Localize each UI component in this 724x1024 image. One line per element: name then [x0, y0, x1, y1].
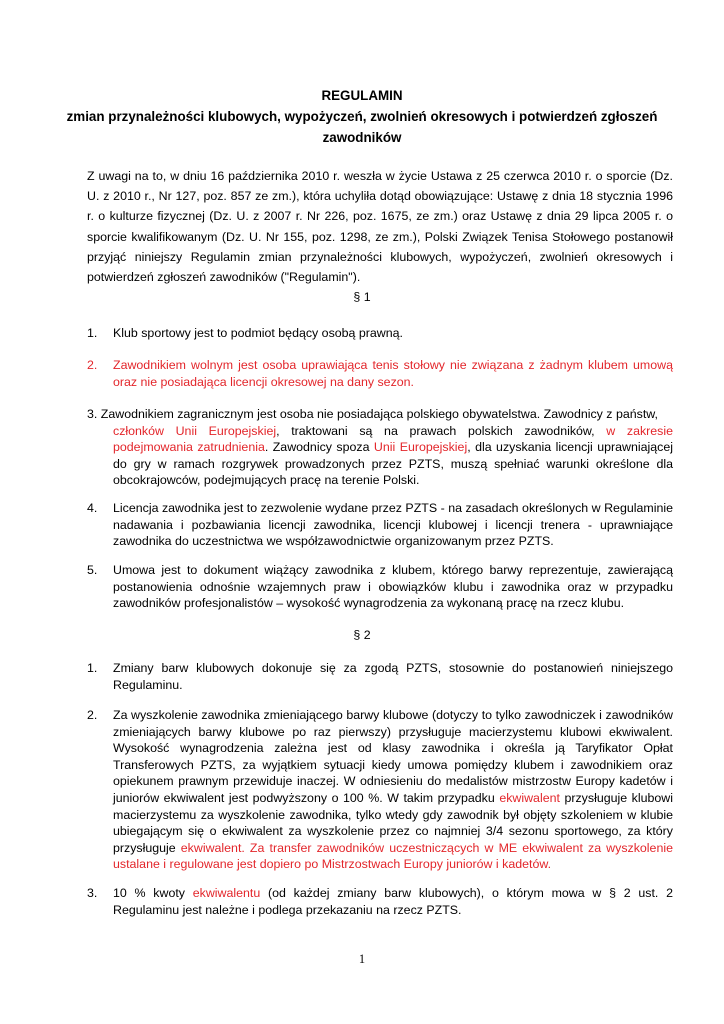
item-number: 5. — [87, 563, 98, 577]
s1-item-3: 3. Zawodnikiem zagranicznym jest osoba nie posiadająca polskiego obywatelstwa. Zawodnicy z państw, członków Unii Europejskiej, traktowani są na prawach polskich zawodników, w zakresie podejmowania zatrudnienia. Zawodnicy spoza Unii Europejskiej, dla uzyskania licencji uprawniającej do gry w ramach rozgrywek prowadzonych przez PZTS, muszą spełniać warunki określone dla obcokrajowców, podejmujących pracę na terenie Polski. — [87, 407, 674, 488]
s1-item-2 — [87, 357, 673, 390]
item-text: Zawodnikiem zagranicznym jest osoba nie posiadająca polskiego obywatelstwa. Zawodnicy z państw, — [97, 407, 658, 421]
s2-item-3: 3. 10 % kwoty ekwiwalentu (od każdej zmiany barw klubowych), o którym mowa w § 2 ust. 2 Regulaminu jest należne i podlega przekazaniu na rzecz PZTS. — [87, 886, 673, 917]
highlight-text: Unii Europejskiej — [373, 440, 468, 455]
page-number: 1 — [358, 952, 366, 966]
section-heading-2: § 2 — [353, 628, 371, 642]
section-heading-1: § 1 — [353, 290, 371, 304]
s1-item-5 — [87, 562, 673, 612]
item-number: 2. — [87, 708, 98, 722]
item-number: 1. — [87, 326, 98, 340]
intro-paragraph: Z uwagi na to, w dniu 16 października 2010 r. weszła w życie Ustawa z 25 czerwca 2010 r. o sporcie (Dz. U. z 2010 r., Nr 127, poz. 857 ze zm.), która uchyliła dotąd obowiązujące: Ustawę z dnia 18 stycznia 1996 r. o kulturze fizycznej (Dz. U. z 2007 r. Nr 226, poz. 1675, ze zm.) oraz Ustawę z dnia 29 lipca 2005 r. o sporcie kwalifikowanym (Dz. U. Nr 155, poz. 1298, ze zm.), Polski Związek Tenisa Stołowego postanowił przyjąć niniejszy Regulamin zmian przynależności klubowych, wypożyczeń, zwolnień okresowych i potwierdzeń zgłoszeń zawodników ("Regulamin"). — [87, 169, 673, 285]
document-title: REGULAMIN — [321, 88, 403, 103]
highlight-text: ekwiwalent. Za transfer zawodników uczestniczących w ME ekwiwalent za wyszkolenie ustalane i regulowane jest dopiero po Mistrzostwach Europy juniorów i kadetów. — [113, 840, 673, 872]
item-number: 4. — [87, 501, 98, 515]
document-subtitle-cont: zawodników — [322, 130, 402, 145]
item-text: Klub sportowy jest to podmiot będący osobą prawną. — [113, 326, 403, 340]
item-text: Umowa jest to dokument wiążący zawodnika z klubem, którego barwy reprezentuje, zawierającą postanowienia odnośnie wzajemnych praw i obowiązków klubu i zawodnika oraz w przypadku zawodników profesjonalistów – wysokość wynagrodzenia za wykonaną pracę na rzecz klubu. — [113, 563, 673, 611]
s1-item-4 — [87, 500, 673, 550]
item-text: Zawodnikiem wolnym jest osoba uprawiająca tenis stołowy nie związana z żadnym klubem umową oraz nie posiadająca licencji okresowej na dany sezon. — [113, 358, 673, 389]
item-number: 2. — [87, 358, 98, 372]
highlight-text: ekwiwalent — [499, 790, 560, 805]
item-number: 3. — [87, 407, 98, 421]
highlight-text: członków Unii Europejskiej — [113, 423, 277, 438]
highlight-text: w zakresie podejmowania zatrudnienia — [113, 423, 674, 455]
item-text: 10 % kwoty — [113, 886, 193, 900]
item-text: Zmiany barw klubowych dokonuje się za zgodą PZTS, stosownie do postanowień niniejszego Regulaminu. — [113, 661, 673, 692]
highlight-text: ekwiwalentu — [192, 886, 261, 900]
item-text: Za wyszkolenie zawodnika zmieniającego barwy klubowe (dotyczy to tylko zawodniczek i zawodników zmieniających barwy klubowe po raz pierwszy) przysługuje macierzystemu klubowi ekwiwalent. Wysokość wynagrodzenia zależna jest od klasy zawodnika i określa ją Taryfikator Opłat Transferowych PZTS, za wyjątkiem sytuacji kiedy umowa pomiędzy klubem i zawodnikiem oraz opiekunem prawnym przewiduje inaczej. W odniesieniu do medalistów mistrzostw Europy kadetów i juniorów ekwiwalent jest podwyższony o 100 %. W takim przypadku — [113, 708, 673, 805]
s2-item-1 — [87, 660, 673, 693]
document-subtitle: zmian przynależności klubowych, wypożyczeń, zwolnień okresowych i potwierdzeń zgłoszeń — [66, 109, 658, 124]
item-number: 3. — [87, 886, 98, 900]
s1-item-1 — [87, 325, 673, 342]
s2-item-2: 2. Za wyszkolenie zawodnika zmieniającego barwy klubowe (dotyczy to tylko zawodniczek i zawodników zmieniających barwy klubowe po raz pierwszy) przysługuje macierzystemu klubowi ekwiwalent. Wysokość wynagrodzenia zależna jest od klasy zawodnika i określa ją Taryfikator Opłat Transferowych PZTS, za wyjątkiem sytuacji kiedy umowa pomiędzy klubem i zawodnikiem oraz opiekunem prawnym przewiduje inaczej. W odniesieniu do medalistów mistrzostw Europy kadetów i juniorów ekwiwalent jest podwyższony o 100 %. W takim przypadku ekwiwalent przysługuje klubowi macierzystemu za wyszkolenie zawodnika, tylko wtedy gdy zawodnik był objęty szkoleniem w klubie ubiegającym się o ekwiwalent za wyszkolenie przez co najmniej 3/4 sezonu sportowego, za który przysługuje ekwiwalent. Za transfer zawodników uczestniczących w ME ekwiwalent za wyszkolenie ustalane i regulowane jest dopiero po Mistrzostwach Europy juniorów i kadetów. — [87, 708, 673, 872]
item-number: 1. — [87, 661, 98, 675]
item-text: Licencja zawodnika jest to zezwolenie wydane przez PZTS - na zasadach określonych w Regulaminie nadawania i pozbawiania licencji zawodnika, licencji klubowej i licencji trenera - uprawniające zawodnika do uczestnictwa we współzawodnictwie organizowanym przez PZTS. — [113, 501, 673, 549]
